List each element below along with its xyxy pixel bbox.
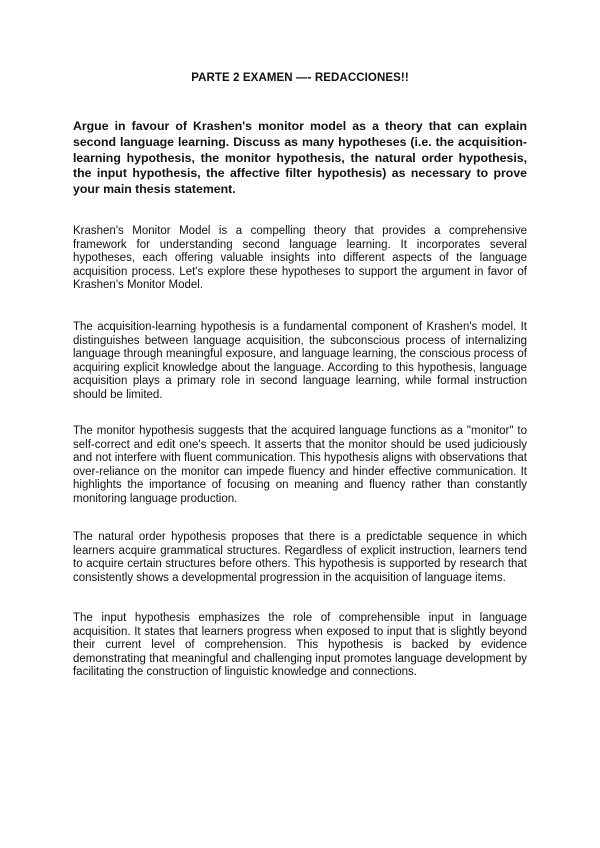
paragraph-monitor-hypothesis: The monitor hypothesis suggests that the acquired language functions as a "monitor" to self-correct and edit one's speech. It asserts that the monitor should be used judiciously and not interfere with fluent communication. This hypothesis aligns with observations that over-reliance on the monitor can impede fluency and hinder effective communication. It highlights the importance of focusing on meaning and fluency rather than constantly monitoring language production. [73,425,527,505]
paragraph-input-hypothesis: The input hypothesis emphasizes the role of comprehensible input in language acquisition. It states that learners progress when exposed to input that is slightly beyond their current level of comprehension. This hypothesis is backed by evidence demonstrating that meaningful and challenging input promotes language development by facilitating the construction of linguistic knowledge and connections. [73,612,527,679]
paragraph-acquisition-learning: The acquisition-learning hypothesis is a fundamental component of Krashen's model. It distinguishes between language acquisition, the subconscious process of internalizing language through meaningful exposure, and language learning, the conscious process of acquiring explicit knowledge about the language. According to this hypothesis, language acquisition plays a primary role in second language learning, while formal instruction should be limited. [73,321,527,401]
essay-prompt: Argue in favour of Krashen's monitor model as a theory that can explain second language learning. Discuss as many hypotheses (i.e. the acquisition-learning hypothesis, the monitor hypothesis, the natural order hypothesis, the input hypothesis, the affective filter hypothesis) as necessary to prove your main thesis statement. [73,119,527,197]
document-title: PARTE 2 EXAMEN —- REDACCIONES!! [191,72,409,84]
paragraph-natural-order: The natural order hypothesis proposes that there is a predictable sequence in which learners acquire grammatical structures. Regardless of explicit instruction, learners tend to acquire certain structures before others. This hypothesis is supported by research that consistently shows a developmental progression in the acquisition of language items. [73,531,527,584]
paragraph-introduction: Krashen's Monitor Model is a compelling theory that provides a comprehensive framework for understanding second language learning. It incorporates several hypotheses, each offering valuable insights into different aspects of the language acquisition process. Let's explore these hypotheses to support the argument in favor of Krashen's Monitor Model. [73,225,527,292]
